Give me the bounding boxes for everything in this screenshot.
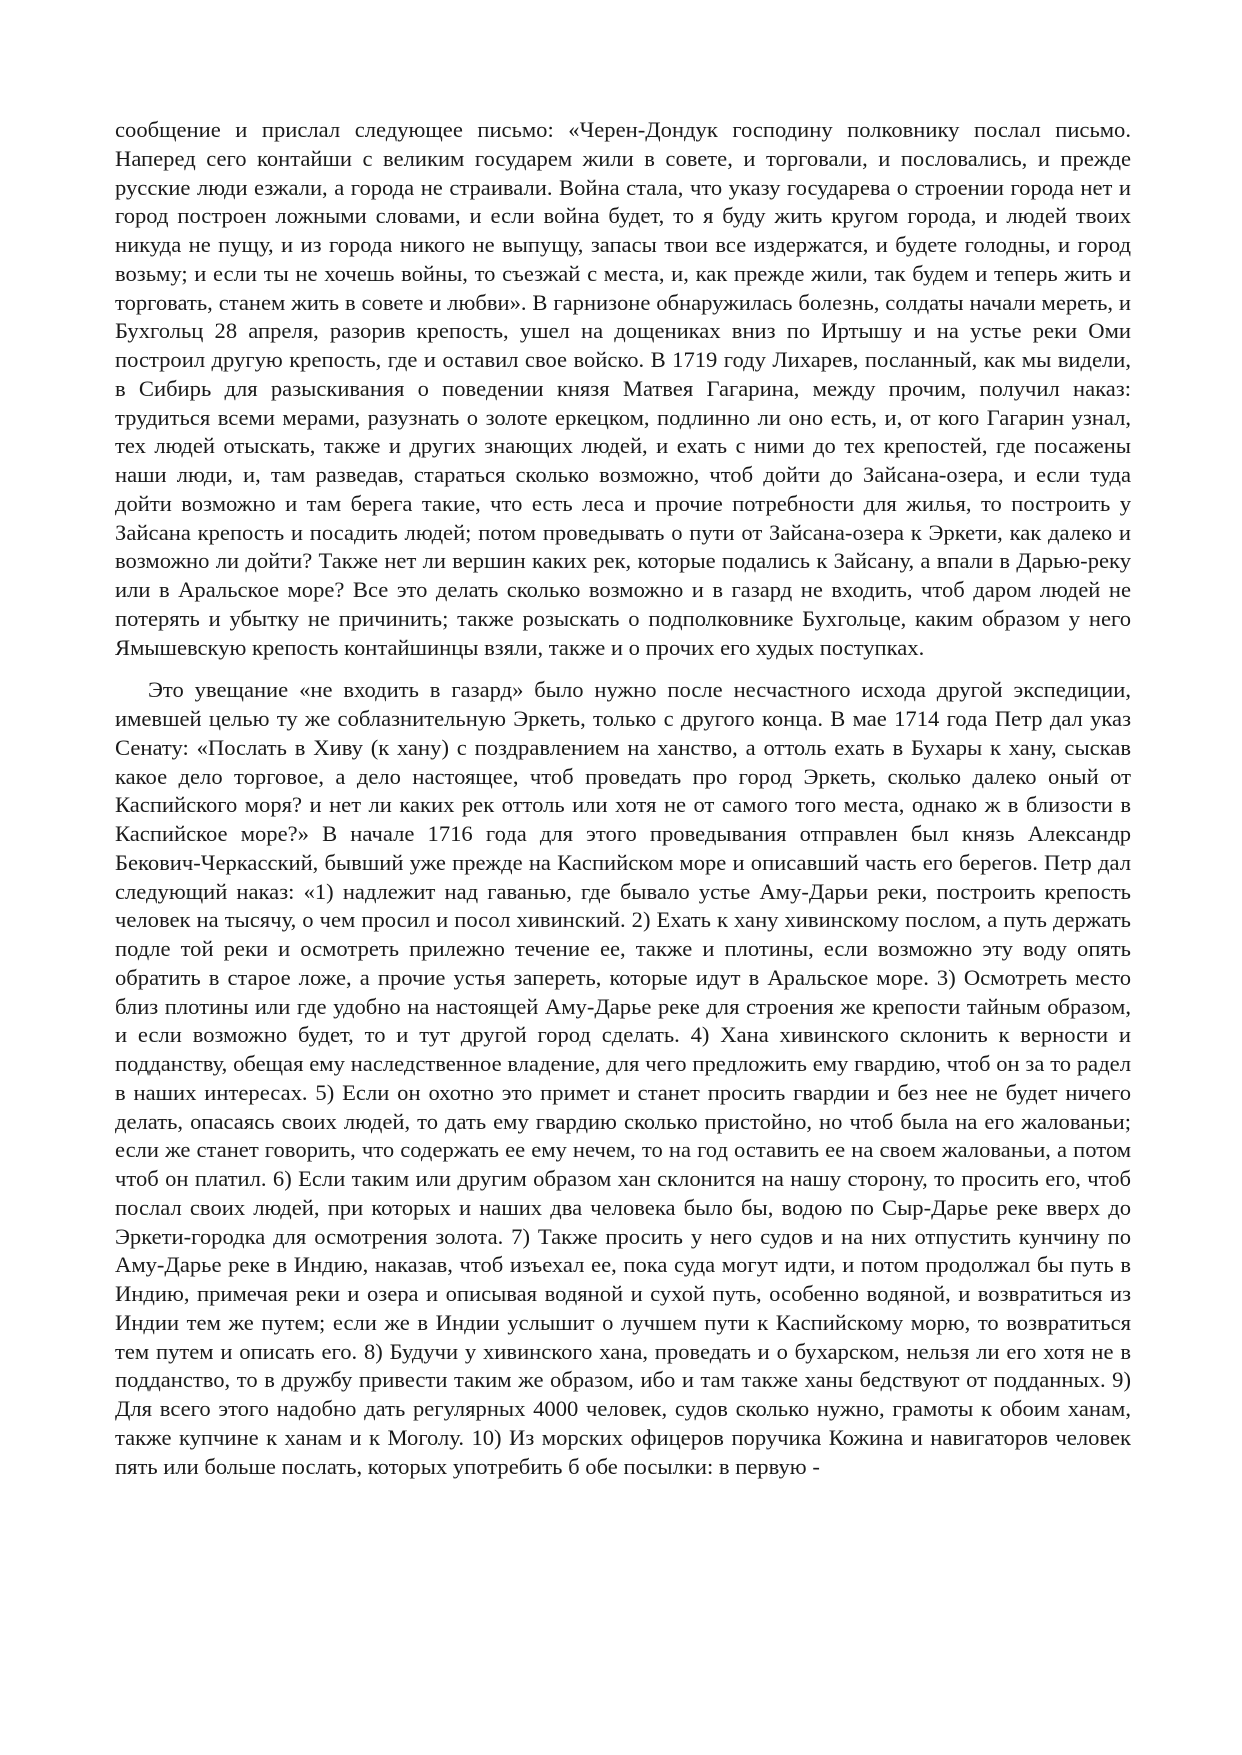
paragraph: Это увещание «не входить в газард» было нужно после несчастного исхода другой экспедиции, имевшей целью ту же соблазнительную Эркеть, только с другого конца. В мае 1714 года Петр дал указ Сенату: «Послать в Хиву (к хану) с поздравлением на ханство, а оттоль ехать в Бухары к хану, сыскав какое дело торговое, а дело настоящее, чтоб проведать про город Эркеть, сколько далеко оный от Каспийского моря? и нет ли каких рек оттоль или хотя не от самого того места, однако ж в близости в Каспийское море?» В начале 1716 года для этого проведывания отправлен был князь Александр Бекович-Черкасский, бывший уже прежде на Каспийском море и описавший часть его берегов. Петр дал следующий наказ: «1) надлежит над гаванью, где бывало устье Аму-Дарьи реки, построить крепость человек на тысячу, о чем просил и посол хивинский. 2) Ехать к хану хивинскому послом, а путь держать подле той реки и осмотреть прилежно течение ее, также и плотины, если возможно эту воду опять обратить в старое ложе, а прочие устья запереть, которые идут в Аральское море. 3) Осмотреть место близ плотины или где удобно на настоящей Аму-Дарье реке для строения же крепости тайным образом, и если возможно будет, то и тут другой город сделать. 4) Хана хивинского склонить к верности и подданству, обещая ему наследственное владение, для чего предложить ему гвардию, чтоб он за то радел в наших интересах. 5) Если он охотно это примет и станет просить гвардии и без нее не будет ничего делать, опасаясь своих людей, то дать ему гвардию сколько пристойно, но чтоб была на его жалованьи; если же станет говорить, что содержать ее ему нечем, то на год оставить ее на своем жалованьи, а потом чтоб он платил. 6) Если таким или другим образом хан склонится на нашу сторону, то просить его, чтоб послал своих людей, при которых и наших два человека было бы, водою по Сыр-Дарье реке вверх до Эркети-городка для осмотрения золота. 7) Также просить у него судов и на них отпустить кунчину по Аму-Дарье реке в Индию, наказав, чтоб изъехал ее, пока суда могут идти, и потом продолжал бы путь в Индию, примечая реки и озера и описывая водяной и сухой путь, особенно водяной, и возвратиться из Индии тем же путем; если же в Индии услышит о лучшем пути к Каспийскому морю, то возвратиться тем путем и описать его. 8) Будучи у хивинского хана, проведать и о бухарском, нельзя ли его хотя не в подданство, то в дружбу привести таким же образом, ибо и там также ханы бедствуют от подданных. 9) Для всего этого надобно дать регулярных 4000 человек, судов сколько нужно, грамоты к обоим ханам, также купчине к ханам и к Моголу. 10) Из морских офицеров поручика Кожина и навигаторов человек пять или больше послать, которых употребить б обе посылки: в первую - bbox=[115, 677, 1131, 1479]
paragraph: сообщение и прислал следующее письмо: «Черен-Дондук господину полковнику послал письмо. Наперед сего контайши с великим государем жили в совете, и торговали, и пословались, и прежде русские люди езжали, а города не страивали. Война стала, что указу государева о строении города нет и город построен ложными словами, и если война будет, то я буду жить кругом города, и людей твоих никуда не пущу, и из города никого не выпущу, запасы твои все издержатся, и будете голодны, и город возьму; и если ты не хочешь войны, то съезжай с места, и, как прежде жили, так будем и теперь жить и торговать, станем жить в совете и любви». В гарнизоне обнаружилась болезнь, солдаты начали мереть, и Бухгольц 28 апреля, разорив крепость, ушел на дощениках вниз по Иртышу и на устье реки Оми построил другую крепость, где и оставил свое войско. В 1719 году Лихарев, посланный, как мы видели, в Сибирь для разыскивания о поведении князя Матвея Гагарина, между прочим, получил наказ: трудиться всеми мерами, разузнать о золоте еркецком, подлинно ли оно есть, и, от кого Гагарин узнал, тех людей отыскать, также и других знающих людей, и ехать с ними до тех крепостей, где посажены наши люди, и, там разведав, стараться сколько возможно, чтоб дойти до Зайсана-озера, и если туда дойти возможно и там берега такие, что есть леса и прочие потребности для жилья, то построить у Зайсана крепость и посадить людей; потом проведывать о пути от Зайсана-озера к Эркети, как далеко и возможно ли дойти? Также нет ли вершин каких рек, которые подались к Зайсану, а впали в Дарью-реку или в Аральское море? Все это делать сколько возможно и в газард не входить, чтоб даром людей не потерять и убытку не причинить; также розыскать о подполковнике Бухгольце, каким образом у него Ямышевскую крепость контайшинцы взяли, также и о прочих его худых поступках. bbox=[115, 117, 1131, 660]
body-text bbox=[115, 116, 1131, 1481]
